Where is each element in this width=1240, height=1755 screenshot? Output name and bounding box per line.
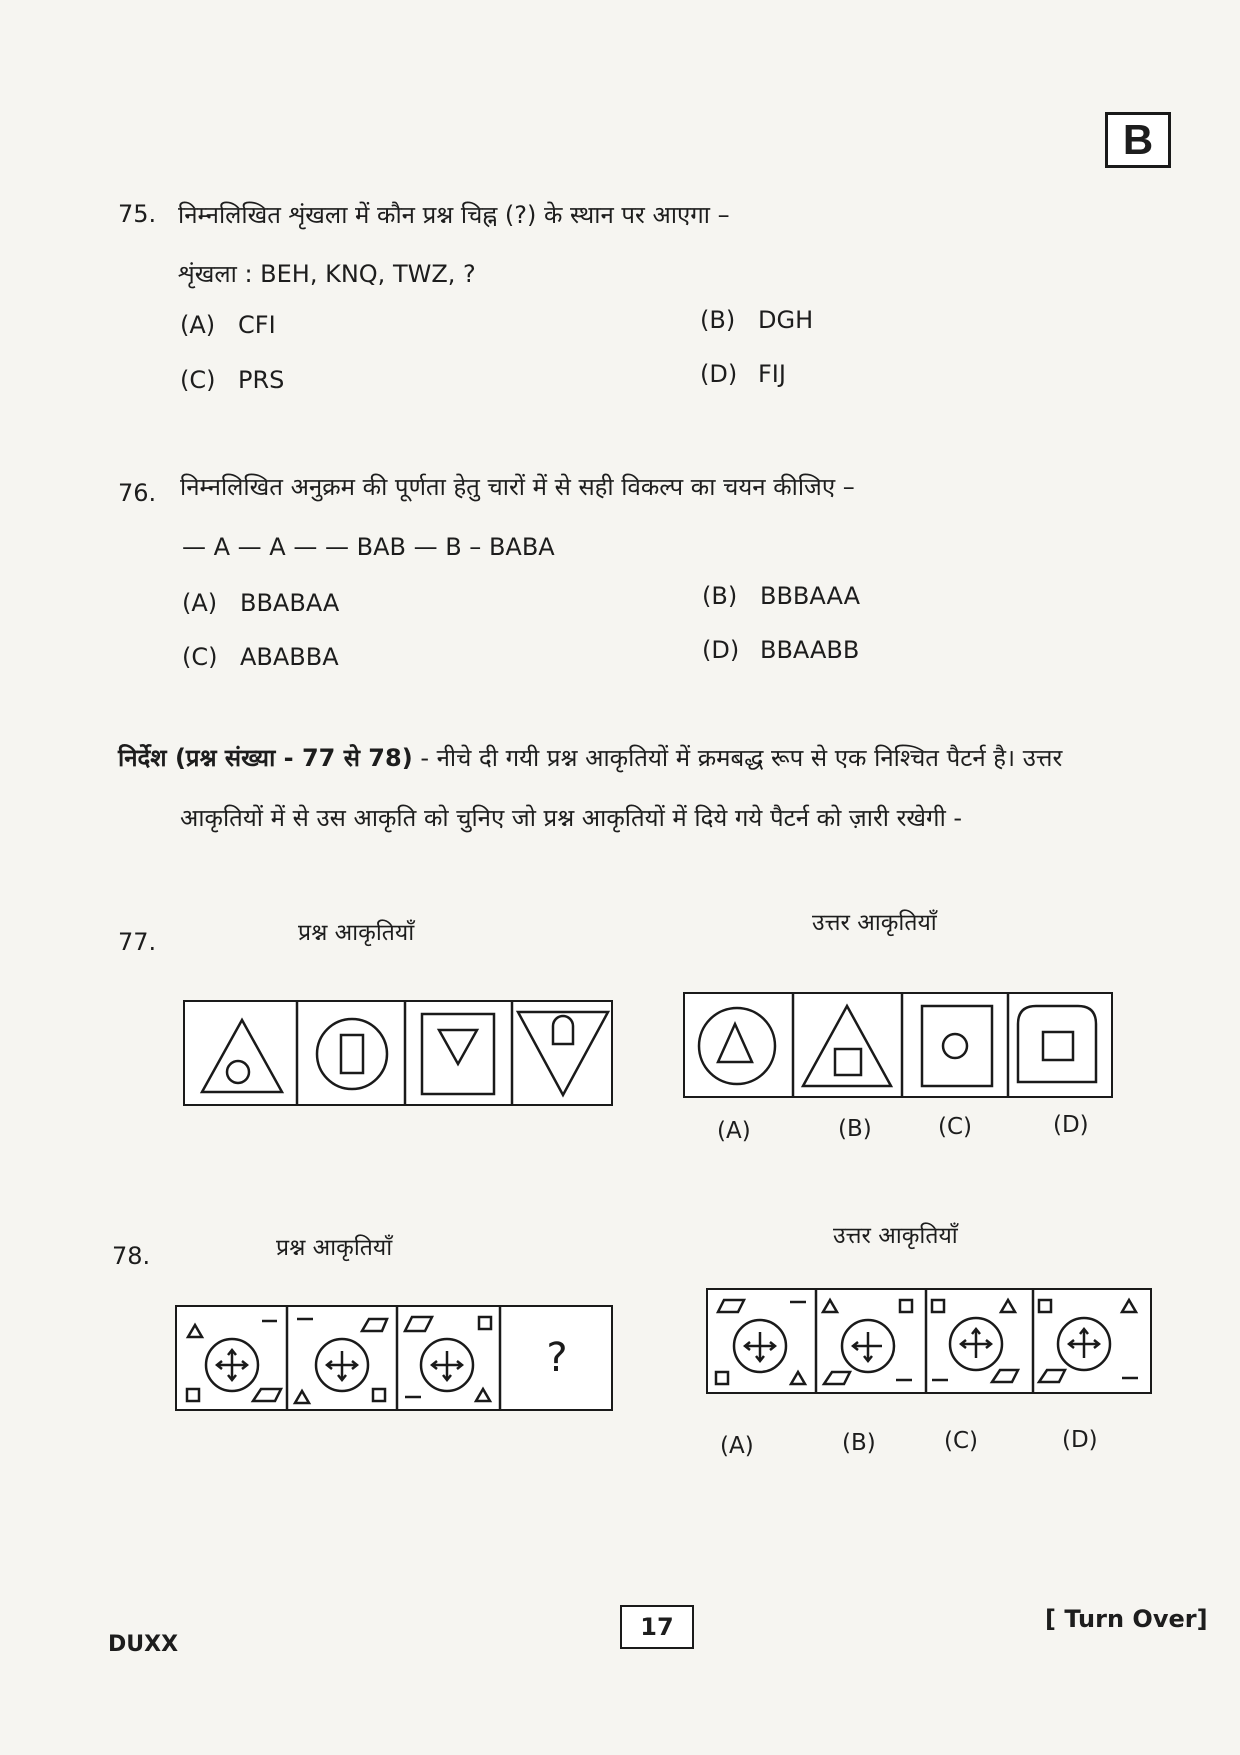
option-letter: (C): [182, 643, 218, 671]
q78-answer-figure-c: [932, 1300, 1018, 1382]
q77-question-figure-4: [518, 1012, 608, 1095]
series-badge: B: [1105, 112, 1171, 168]
option-letter: (D): [702, 636, 740, 664]
q78-answer-label: उत्तर आकृतियाँ: [833, 1223, 958, 1249]
option-value: BBAABB: [760, 636, 860, 664]
q78-answer-letter-d[interactable]: (D): [1062, 1427, 1098, 1453]
q78-answer-letter-b[interactable]: (B): [842, 1430, 876, 1456]
q77-answer-letter-b[interactable]: (B): [838, 1116, 872, 1142]
q76-option-c[interactable]: [182, 643, 339, 671]
directions-line-1: [118, 728, 1062, 788]
option-value: BBABAA: [240, 589, 340, 617]
q76-option-a[interactable]: [182, 589, 339, 617]
q78-answer-letter-c[interactable]: (C): [944, 1428, 979, 1454]
q76-sequence: — A — A — — BAB — B – BABA: [182, 533, 555, 561]
q77-answer-figure-c: [922, 1006, 992, 1086]
q77-question-figure-1: [202, 1020, 282, 1092]
q77-question-figure-2: [317, 1019, 387, 1089]
q77-answer-letter-a[interactable]: (A): [717, 1118, 751, 1144]
q77-answer-letter-d[interactable]: (D): [1053, 1112, 1089, 1138]
option-value: BBBAAA: [760, 582, 860, 610]
q75-text: निम्नलिखित शृंखला में कौन प्रश्न चिह्न (?) के स्थान पर आएगा –: [178, 201, 730, 229]
q78-question-figure-3: [405, 1317, 491, 1401]
q78-question-figure-1: [187, 1321, 281, 1401]
q78-answer-figure-a: [716, 1300, 806, 1384]
paper-code: DUXX: [108, 1632, 179, 1657]
option-value: PRS: [238, 366, 285, 394]
q78-answer-figures: [706, 1288, 1152, 1394]
q78-answer-figure-b: [823, 1300, 912, 1384]
option-letter: (B): [700, 306, 736, 334]
q77-number: 77.: [118, 928, 157, 956]
option-value: ABABBA: [240, 643, 339, 671]
option-letter: (D): [700, 360, 738, 388]
q77-question-figure-3: [422, 1014, 494, 1094]
q78-question-figures: [175, 1305, 613, 1411]
q78-answer-letter-a[interactable]: (A): [720, 1433, 754, 1459]
q75-number: 75.: [118, 200, 157, 228]
q77-answer-label: उत्तर आकृतियाँ: [812, 910, 937, 936]
q78-answer-figure-d: [1039, 1300, 1138, 1382]
q75-option-b[interactable]: [700, 306, 813, 334]
q75-series: शृंखला : BEH, KNQ, TWZ, ?: [178, 260, 476, 288]
q75-option-a[interactable]: [180, 311, 276, 339]
q78-missing-mark: ?: [546, 1335, 568, 1381]
q76-text: निम्नलिखित अनुक्रम की पूर्णता हेतु चारों में से सही विकल्प का चयन कीजिए –: [180, 473, 855, 501]
option-value: CFI: [238, 311, 276, 339]
directions-heading: निर्देश (प्रश्न संख्या - 77 से 78): [118, 744, 413, 772]
q77-answer-figure-a: [699, 1008, 775, 1084]
q77-answer-figures: [683, 992, 1113, 1098]
option-value: FIJ: [758, 360, 786, 388]
option-letter: (B): [702, 582, 738, 610]
directions-text: - नीचे दी गयी प्रश्न आकृतियों में क्रमबद्ध रूप से एक निश्चित पैटर्न है। उत्तर: [412, 744, 1063, 772]
q76-option-d[interactable]: [702, 636, 859, 664]
q78-number: 78.: [112, 1242, 151, 1270]
directions-line-2: आकृतियों में से उस आकृति को चुनिए जो प्रश्न आकृतियों में दिये गये पैटर्न को ज़ारी रखेगी -: [180, 804, 963, 832]
q77-question-label: प्रश्न आकृतियाँ: [298, 920, 415, 946]
option-letter: (C): [180, 366, 216, 394]
q77-answer-figure-b: [803, 1006, 891, 1086]
q77-answer-letter-c[interactable]: (C): [938, 1114, 973, 1140]
q77-question-figures: [183, 1000, 613, 1106]
q76-option-b[interactable]: [702, 582, 860, 610]
q78-question-label: प्रश्न आकृतियाँ: [276, 1235, 393, 1261]
q77-answer-figure-d: [1018, 1006, 1096, 1082]
q75-option-c[interactable]: [180, 366, 284, 394]
page-number: 17: [620, 1605, 694, 1649]
option-value: DGH: [758, 306, 814, 334]
q78-question-figure-2: [295, 1319, 387, 1403]
option-letter: (A): [182, 589, 218, 617]
q75-option-d[interactable]: [700, 360, 786, 388]
option-letter: (A): [180, 311, 216, 339]
q76-number: 76.: [118, 479, 157, 507]
turn-over-label: [ Turn Over]: [1045, 1605, 1208, 1633]
